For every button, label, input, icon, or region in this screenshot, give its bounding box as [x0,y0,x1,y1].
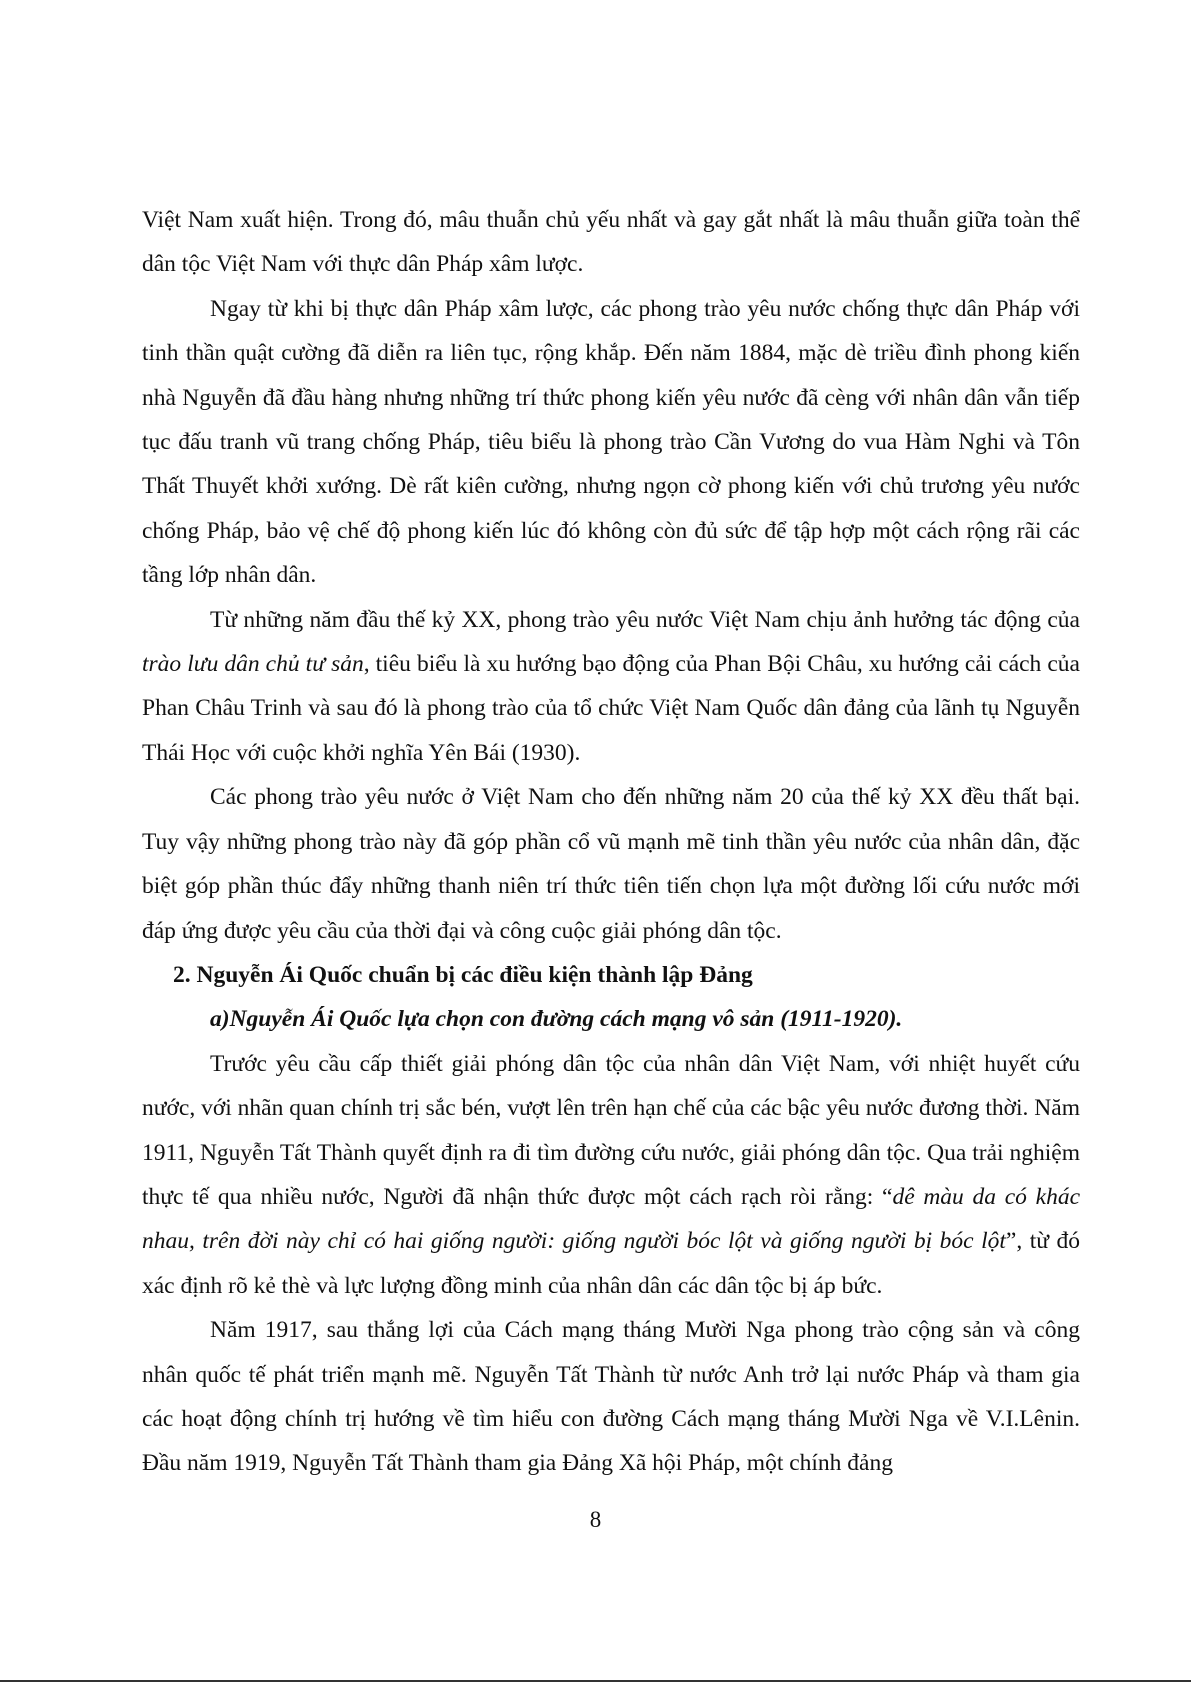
paragraph: Ngay từ khi bị thực dân Pháp xâm lược, các phong trào yêu nước chống thực dân Pháp với tinh thần quật cường đã diễn ra liên tục, rộng khắp. Đến năm 1884, mặc dè triều đình phong kiến nhà Nguyễn đã đầu hàng nhưng những trí thức phong kiến yêu nước đã cèng với nhân dân vẫn tiếp tục đấu tranh vũ trang chống Pháp, tiêu biểu là phong trào Cần Vương do vua Hàm Nghi và Tôn Thất Thuyết khởi xướng. Dè rất kiên cường, nhưng ngọn cờ phong kiến với chủ trương yêu nước chống Pháp, bảo vệ chế độ phong kiến lúc đó không còn đủ sức để tập hợp một cách rộng rãi các tầng lớp nhân dân. [142,295,1080,589]
paragraph-text: Từ những năm đầu thế kỷ XX, phong trào yêu nước Việt Nam chịu ảnh hưởng tác động của [210,606,1080,633]
paragraph [142,1042,1080,1308]
italic-quote: dê màu da có khác nhau, trên đời này chỉ có hai giống người: giống người bóc lột và giống người bị bóc lột [142,1183,1080,1255]
paragraph-text: ”, từ đó xác định rõ kẻ thè và lực lượng đồng minh của nhân dân các dân tộc bị áp bức. [142,1228,1080,1299]
body-text [142,198,1080,1486]
paragraph: Việt Nam xuất hiện. Trong đó, mâu thuẫn chủ yếu nhất và gay gắt nhất là mâu thuẫn giữa toàn thể dân tộc Việt Nam với thực dân Pháp xâm lược. [142,207,1080,278]
paragraph: Năm 1917, sau thắng lợi của Cách mạng tháng Mười Nga phong trào cộng sản và công nhân quốc tế phát triển mạnh mẽ. Nguyễn Tất Thành từ nước Anh trở lại nước Pháp và tham gia các hoạt động chính trị hướng về tìm hiểu con đường Cách mạng tháng Mười Nga về V.I.Lênin. Đầu năm 1919, Nguyễn Tất Thành tham gia Đảng Xã hội Pháp, một chính đảng [142,1317,1080,1477]
paragraph-text: , tiêu biểu là xu hướng bạo động của Phan Bội Châu, xu hướng cải cách của Phan Châu Trinh và sau đó là phong trào của tổ chức Việt Nam Quốc dân đảng của lãnh tụ Nguyễn Thái Học với cuộc khởi nghĩa Yên Bái (1930). [142,651,1080,766]
subsection-heading: a)Nguyễn Ái Quốc lựa chọn con đường cách mạng vô sản (1911-1920). [210,1006,903,1033]
paragraph-text: Trước yêu cầu cấp thiết giải phóng dân tộc của nhân dân Việt Nam, với nhiệt huyết cứu nước, với nhãn quan chính trị sắc bén, vượt lên trên hạn chế của các bậc yêu nước đương thời. Năm 1911, Nguyễn Tất Thành quyết định ra đi tìm đường cứu nước, giải phóng dân tộc. Qua trải nghiệm thực tế qua nhiều nước, Người đã nhận thức được một cách rạch ròi rằng: “ [142,1050,1080,1210]
paragraph: Các phong trào yêu nước ở Việt Nam cho đến những năm 20 của thế kỷ XX đều thất bại. Tuy vậy những phong trào này đã góp phần cổ vũ mạnh mẽ tinh thần yêu nước của nhân dân, đặc biệt góp phần thúc đẩy những thanh niên trí thức tiên tiến chọn lựa một đường lối cứu nước mới đáp ứng được yêu cầu của thời đại và công cuộc giải phóng dân tộc. [142,784,1080,944]
italic-term: trào lưu dân chủ tư sản [142,651,364,678]
footer-rule [0,1680,1191,1682]
paragraph [142,598,1080,776]
page-number: 8 [589,1507,602,1532]
section-heading: 2. Nguyễn Ái Quốc chuẩn bị các điều kiện thành lập Đảng [173,961,753,988]
